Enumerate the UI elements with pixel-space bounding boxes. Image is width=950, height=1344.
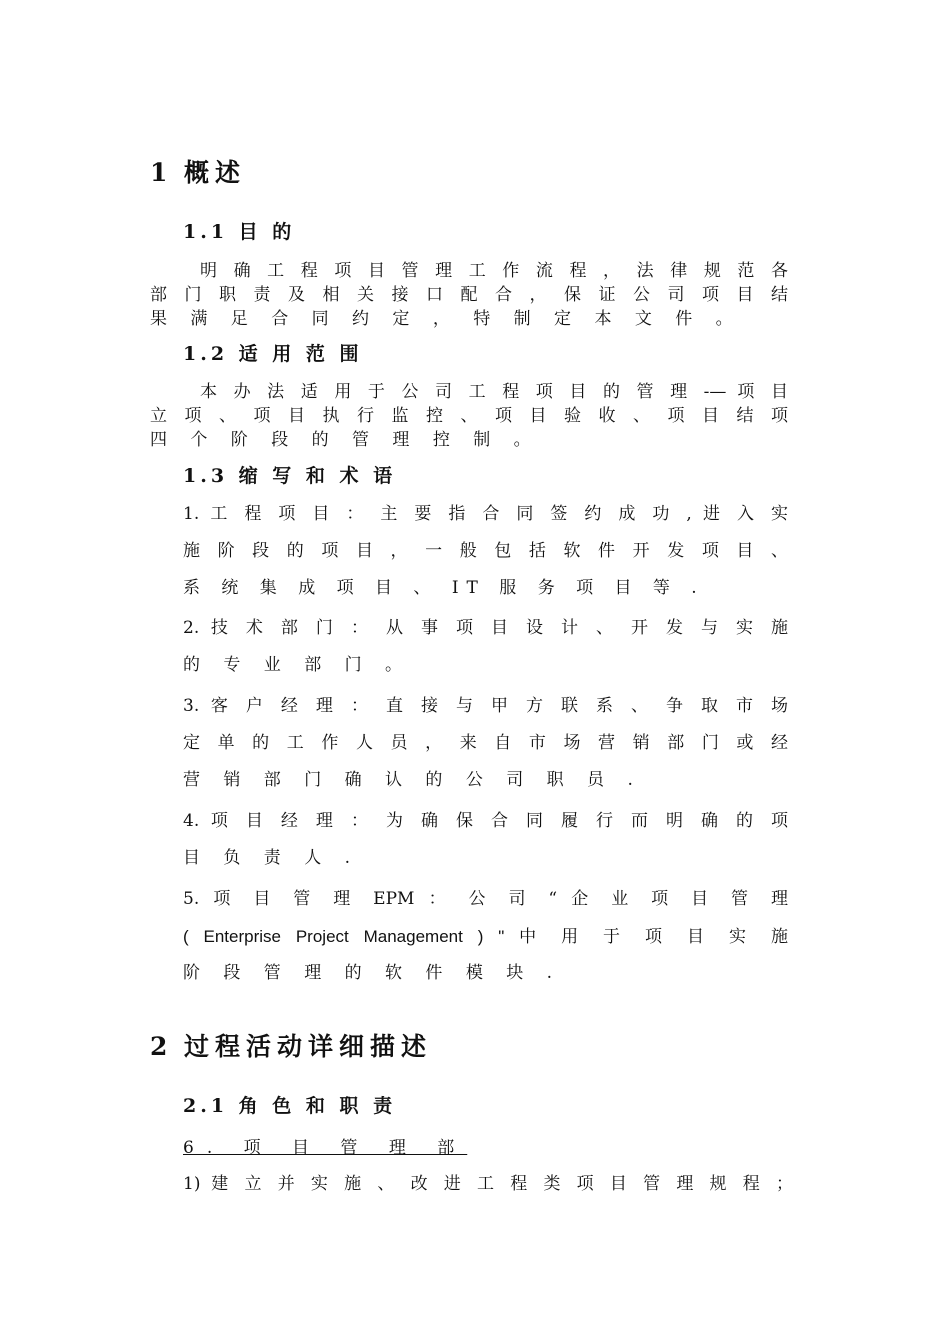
section-title: 过程活动详细描述 — [184, 1032, 433, 1061]
term-line: 目 负 责 人 . — [183, 848, 360, 868]
subsection-heading-2-1: 2.1 角 色 和 职 责 — [183, 1095, 397, 1117]
term-item — [183, 610, 788, 684]
item-project-management-dept: 6. 项 目 管 理 部 — [183, 1138, 468, 1158]
term-line: 4. 项 目 经 理 ： 为 确 保 合 同 履 行 而 明 确 的 项 — [183, 811, 788, 831]
term-line: 1. 工 程 项 目 ： 主 要 指 合 同 签 约 成 功 , 进 入 实 — [183, 504, 788, 524]
term-line: 阶 段 管 理 的 软 件 模 块 . — [183, 963, 562, 983]
term-line: 系 统 集 成 项 目 、 IT 服 务 项 目 等 . — [183, 578, 705, 598]
term-line: 施 阶 段 的 项 目 ， 一 般 包 括 软 件 开 发 项 目 、 — [183, 541, 788, 561]
section-number: 2 — [150, 1032, 174, 1061]
duty-line: 1) 建 立 并 实 施 、 改 进 工 程 类 项 目 管 理 规 程 ； — [183, 1174, 793, 1194]
paragraph-line: 果 满 足 合 同 约 定 ， 特 制 定 本 文 件 。 — [150, 309, 742, 329]
section-title: 概述 — [184, 158, 247, 187]
term-line: 的 专 业 部 门 。 — [183, 655, 412, 675]
term-item — [183, 803, 788, 877]
subsection-heading-1-2: 1.2 适 用 范 围 — [183, 343, 363, 365]
paragraph-line: 四 个 阶 段 的 管 理 控 制 。 — [150, 430, 540, 450]
section-1-heading — [150, 153, 246, 189]
term-line: 5. 项 目 管 理 EPM ： 公 司 “ 企 业 项 目 管 理 — [183, 889, 788, 909]
subsection-heading-1-1: 1.1 目 的 — [183, 221, 296, 243]
paragraph-scope — [150, 380, 788, 452]
section-number: 1 — [150, 158, 174, 187]
paragraph-line: 明 确 工 程 项 目 管 理 工 作 流 程 ， 法 律 规 范 各 — [200, 261, 788, 281]
subsection-heading-1-3: 1.3 缩 写 和 术 语 — [183, 465, 397, 487]
term-line: 3. 客 户 经 理 ： 直 接 与 甲 方 联 系 、 争 取 市 场 — [183, 696, 788, 716]
term-item — [183, 881, 788, 992]
paragraph-line: 部 门 职 责 及 相 关 接 口 配 合 ， 保 证 公 司 项 目 结 — [150, 285, 788, 305]
duty-list-item — [183, 1166, 793, 1203]
term-line: 营 销 部 门 确 认 的 公 司 职 员 . — [183, 770, 642, 790]
term-line: 定 单 的 工 作 人 员 ， 来 自 市 场 营 销 部 门 或 经 — [183, 733, 788, 753]
term-line: 2. 技 术 部 门 ： 从 事 项 目 设 计 、 开 发 与 实 施 — [183, 618, 788, 638]
paragraph-line: 立 项 、 项 目 执 行 监 控 、 项 目 验 收 、 项 目 结 项 — [150, 406, 788, 426]
term-item — [183, 496, 788, 607]
section-2-heading — [150, 1027, 432, 1063]
term-line: ( Enterprise Project Management ) " 中 用 于 项 目 实 施 — [183, 927, 788, 946]
paragraph-line: 本 办 法 适 用 于 公 司 工 程 项 目 的 管 理 -— 项 目 — [200, 382, 788, 402]
term-item — [183, 688, 788, 799]
paragraph-purpose — [150, 259, 788, 331]
